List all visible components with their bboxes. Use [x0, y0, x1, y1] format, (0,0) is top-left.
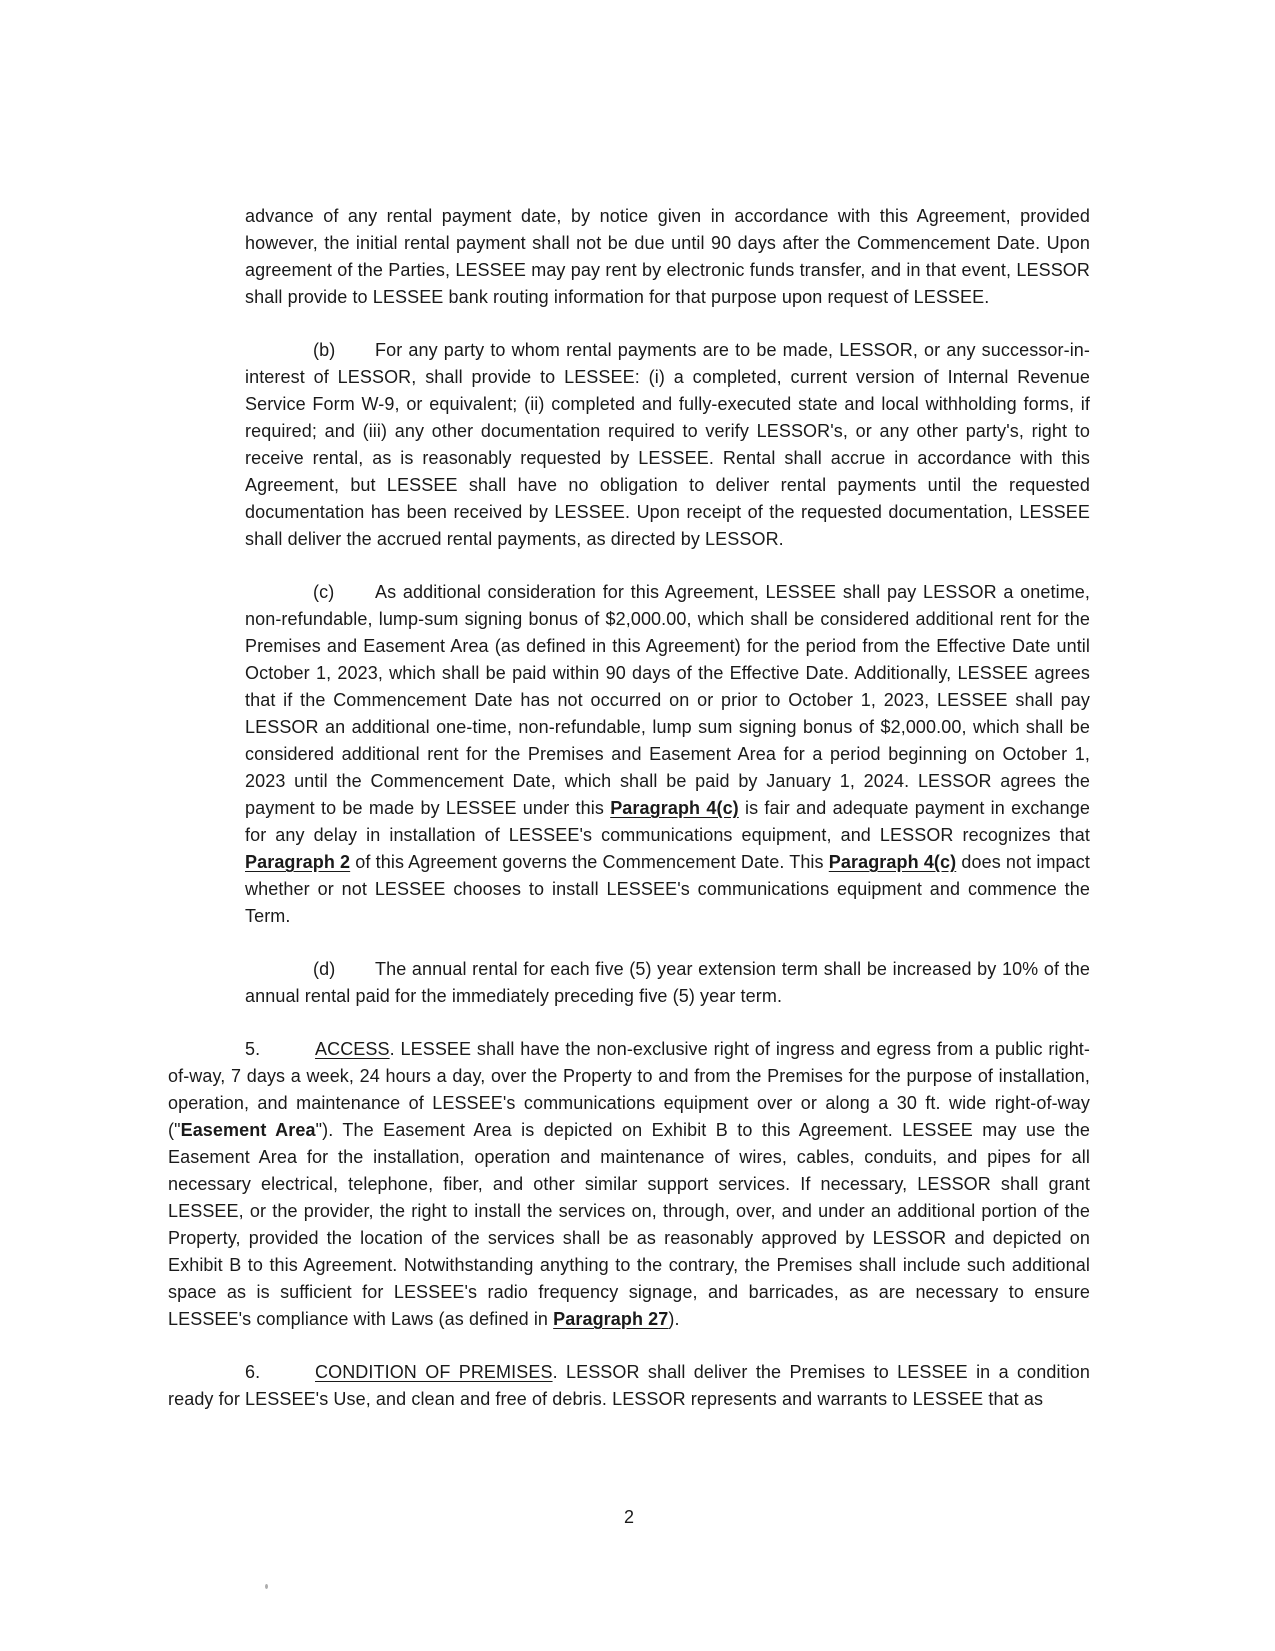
paragraph-4c-text-run: As additional consideration for this Agreement, LESSEE shall pay LESSOR a onetime, non-refundable, lump-sum signing bonus of $2,000.00, which shall be considered additional rent for the Premises and Easement Area (as defined in this Agreement) for the period from the Effective Date until October 1, 2023, which shall be paid within 90 days of the Effective Date. Additionally, LESSEE agrees that if the Commencement Date has not occurred on or prior to October 1, 2023, LESSEE shall pay LESSOR an additional one-time, non-refundable, lump sum signing bonus of $2,000.00, which shall be considered additional rent for the Premises and Easement Area for a period beginning on October 1, 2023 until the Commencement Date, which shall be paid by January 1, 2024. LESSOR agrees the payment to be made by LESSEE under this [245, 582, 1090, 818]
paragraph-4c-label: (c) [313, 582, 335, 602]
paragraph-4c-text-run: Paragraph 2 [245, 852, 351, 872]
paragraph-6-condition-of-premises-text-run: . LESSOR shall deliver the Premises to LESSEE in a condition ready for LESSEE's Use, and clean and free of debris. LESSOR represents and warrants to LESSEE that as [168, 1362, 1090, 1409]
paragraph-5-access-text-run: ACCESS [315, 1039, 390, 1059]
paragraph-4b-text-run: For any party to whom rental payments are to be made, LESSOR, or any successor-in-interest of LESSOR, shall provide to LESSEE: (i) a completed, current version of Internal Revenue Service Form W-9, or equivalent; (ii) completed and fully-executed state and local withholding forms, if required; and (iii) any other documentation required to verify LESSOR's, or any other party's, right to receive rental, as is reasonably requested by LESSEE. Rental shall accrue in accordance with this Agreement, but LESSEE shall have no obligation to deliver rental payments until the requested documentation has been received by LESSEE. Upon receipt of the requested documentation, LESSEE shall deliver the accrued rental payments, as directed by LESSOR. [245, 340, 1090, 549]
paragraph-5-access-text-run: Easement Area [180, 1120, 316, 1140]
paragraph-4c-text-run: does not impact whether or not LESSEE chooses to install LESSEE's communications equipment and commence the Term. [245, 852, 1090, 926]
paragraph-4c [245, 579, 1090, 930]
paragraph-4a-continuation-text-run: advance of any rental payment date, by notice given in accordance with this Agreement, provided however, the initial rental payment shall not be due until 90 days after the Commencement Date. Upon agreement of the Parties, LESSEE may pay rent by electronic funds transfer, and in that event, LESSOR shall provide to LESSEE bank routing information for that purpose upon request of LESSEE. [245, 206, 1090, 307]
paragraph-4d [245, 956, 1090, 1010]
paragraph-5-access [168, 1036, 1090, 1333]
paragraph-4c-text-run: is fair and adequate payment in exchange for any delay in installation of LESSEE's communications equipment, and LESSOR recognizes that [245, 798, 1090, 845]
paragraph-5-access-text-run: Paragraph 27 [553, 1309, 669, 1329]
document-body [0, 203, 1275, 1439]
paragraph-4c-text-run: of this Agreement governs the Commencement Date. This [350, 852, 829, 872]
paragraph-6-condition-of-premises [168, 1359, 1090, 1413]
paragraph-4b-label: (b) [313, 340, 336, 360]
paragraph-5-access-text-run: . LESSEE shall have the non-exclusive right of ingress and egress from a public right-of-way, 7 days a week, 24 hours a day, over the Property to and from the Premises for the purpose of installation, operation, and maintenance of LESSEE's communications equipment over or along a 30 ft. wide right-of-way (" [168, 1039, 1090, 1140]
paragraph-6-condition-of-premises-label: 6. [245, 1362, 261, 1382]
scan-artifact [265, 1584, 268, 1589]
paragraph-4b [245, 337, 1090, 553]
paragraph-4d-label: (d) [313, 959, 336, 979]
paragraph-4d-text-run: The annual rental for each five (5) year extension term shall be increased by 10% of the annual rental paid for the immediately preceding five (5) year term. [245, 959, 1090, 1006]
paragraph-5-access-text-run: ). [668, 1309, 680, 1329]
paragraph-5-access-label: 5. [245, 1039, 261, 1059]
page-number: 2 [623, 1507, 634, 1527]
paragraph-4c-text-run: Paragraph 4(c) [610, 798, 739, 818]
paragraph-6-condition-of-premises-text-run: CONDITION OF PREMISES [315, 1362, 553, 1382]
paragraph-4c-text-run: Paragraph 4(c) [828, 852, 957, 872]
paragraph-4a-continuation [245, 203, 1090, 311]
paragraph-5-access-text-run: "). The Easement Area is depicted on Exhibit B to this Agreement. LESSEE may use the Easement Area for the installation, operation and maintenance of wires, cables, conduits, and pipes for all necessary electrical, telephone, fiber, and other similar support services. If necessary, LESSOR shall grant LESSEE, or the provider, the right to install the services on, through, over, and under an additional portion of the Property, provided the location of the services shall be as reasonably approved by LESSOR and depicted on Exhibit B to this Agreement. Notwithstanding anything to the contrary, the Premises shall include such additional space as is sufficient for LESSEE's radio frequency signage, and barricades, as are necessary to ensure LESSEE's compliance with Laws (as defined in [168, 1120, 1091, 1329]
